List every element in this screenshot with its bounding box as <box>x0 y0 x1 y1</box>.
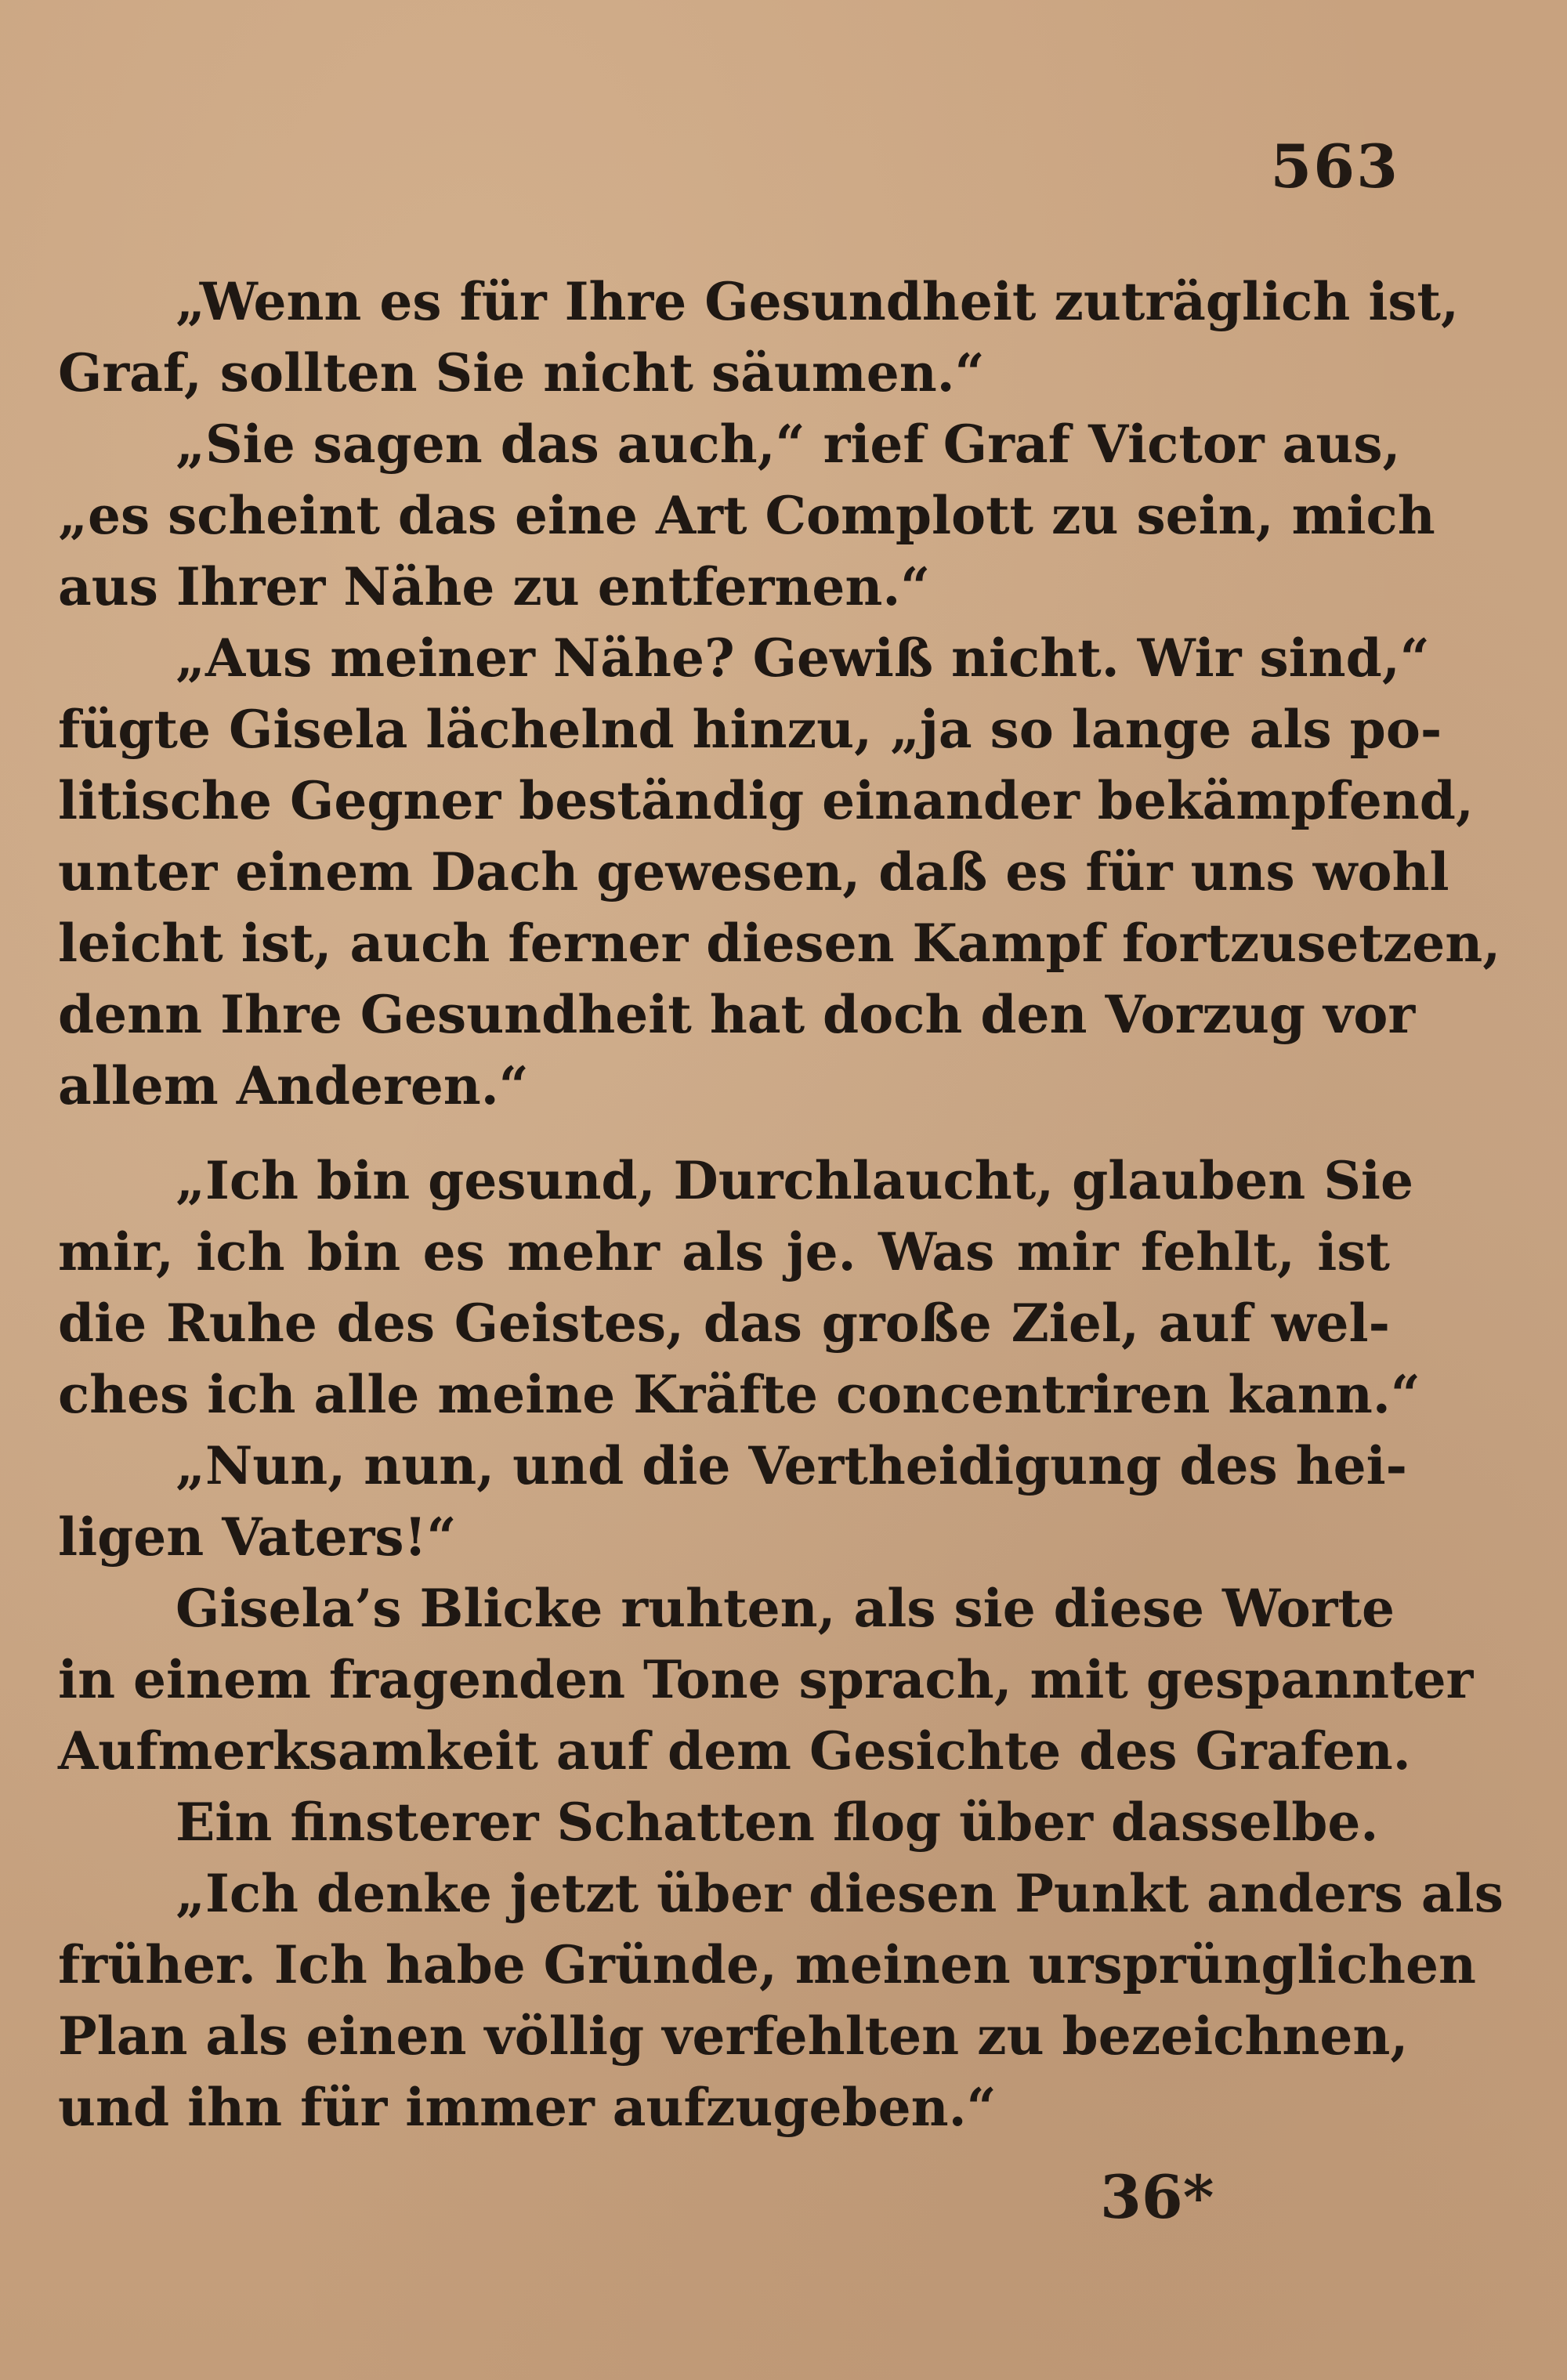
text-line: früher. Ich habe Gründe, meinen ursprünglichen <box>58 1934 1476 1995</box>
text-line: mir, ich bin es mehr als je. Was mir fehlt, ist <box>58 1221 1390 1282</box>
text-line: „es scheint das eine Art Complott zu sein, mich <box>58 485 1435 546</box>
text-line: Plan als einen völlig verfehlten zu bezeichnen, <box>58 2006 1409 2067</box>
text-line: denn Ihre Gesundheit hat doch den Vorzug vor <box>58 984 1416 1045</box>
text-line: „Aus meiner Nähe? Gewiß nicht. Wir sind,“ <box>176 628 1430 689</box>
text-line: „Ich bin gesund, Durchlaucht, glauben Sie <box>176 1150 1413 1211</box>
text-line: und ihn für immer aufzugeben.“ <box>58 2077 997 2138</box>
text-line: aus Ihrer Nähe zu entfernen.“ <box>58 556 931 617</box>
text-line: ligen Vaters!“ <box>58 1506 457 1568</box>
text-line: Aufmerksamkeit auf dem Gesichte des Grafen. <box>58 1720 1411 1781</box>
text-line: leicht ist, auch ferner diesen Kampf fortzusetzen, <box>58 913 1501 974</box>
text-line: die Ruhe des Geistes, das große Ziel, auf wel- <box>58 1293 1390 1354</box>
page-number: 563 <box>1270 132 1399 201</box>
text-line: „Ich denke jetzt über diesen Punkt anders als <box>176 1863 1504 1924</box>
paragraph-gap <box>58 1122 1390 1145</box>
text-line: allem Anderen.“ <box>58 1055 529 1116</box>
text-line: litische Gegner beständig einander bekämpfend, <box>58 770 1474 831</box>
text-line: Ein finsterer Schatten flog über dasselbe. <box>176 1792 1379 1853</box>
text-line: in einem fragenden Tone sprach, mit gespannter <box>58 1649 1474 1710</box>
text-line: Graf, sollten Sie nicht säumen.“ <box>58 342 985 403</box>
text-line: Gisela’s Blicke ruhten, als sie diese Worte <box>176 1578 1395 1639</box>
body-text <box>58 266 1504 2143</box>
text-line: ches ich alle meine Kräfte concentriren kann.“ <box>58 1364 1420 1425</box>
text-line: „Wenn es für Ihre Gesundheit zuträglich ist, <box>176 271 1460 332</box>
text-line: fügte Gisela lächelnd hinzu, „ja so lange als po- <box>58 699 1442 760</box>
text-line: unter einem Dach gewesen, daß es für uns wohl <box>58 841 1449 902</box>
text-line: „Sie sagen das auch,“ rief Graf Victor aus, <box>176 414 1401 475</box>
text-line: „Nun, nun, und die Vertheidigung des hei- <box>176 1435 1408 1496</box>
signature-mark: 36* <box>1100 2162 1214 2232</box>
